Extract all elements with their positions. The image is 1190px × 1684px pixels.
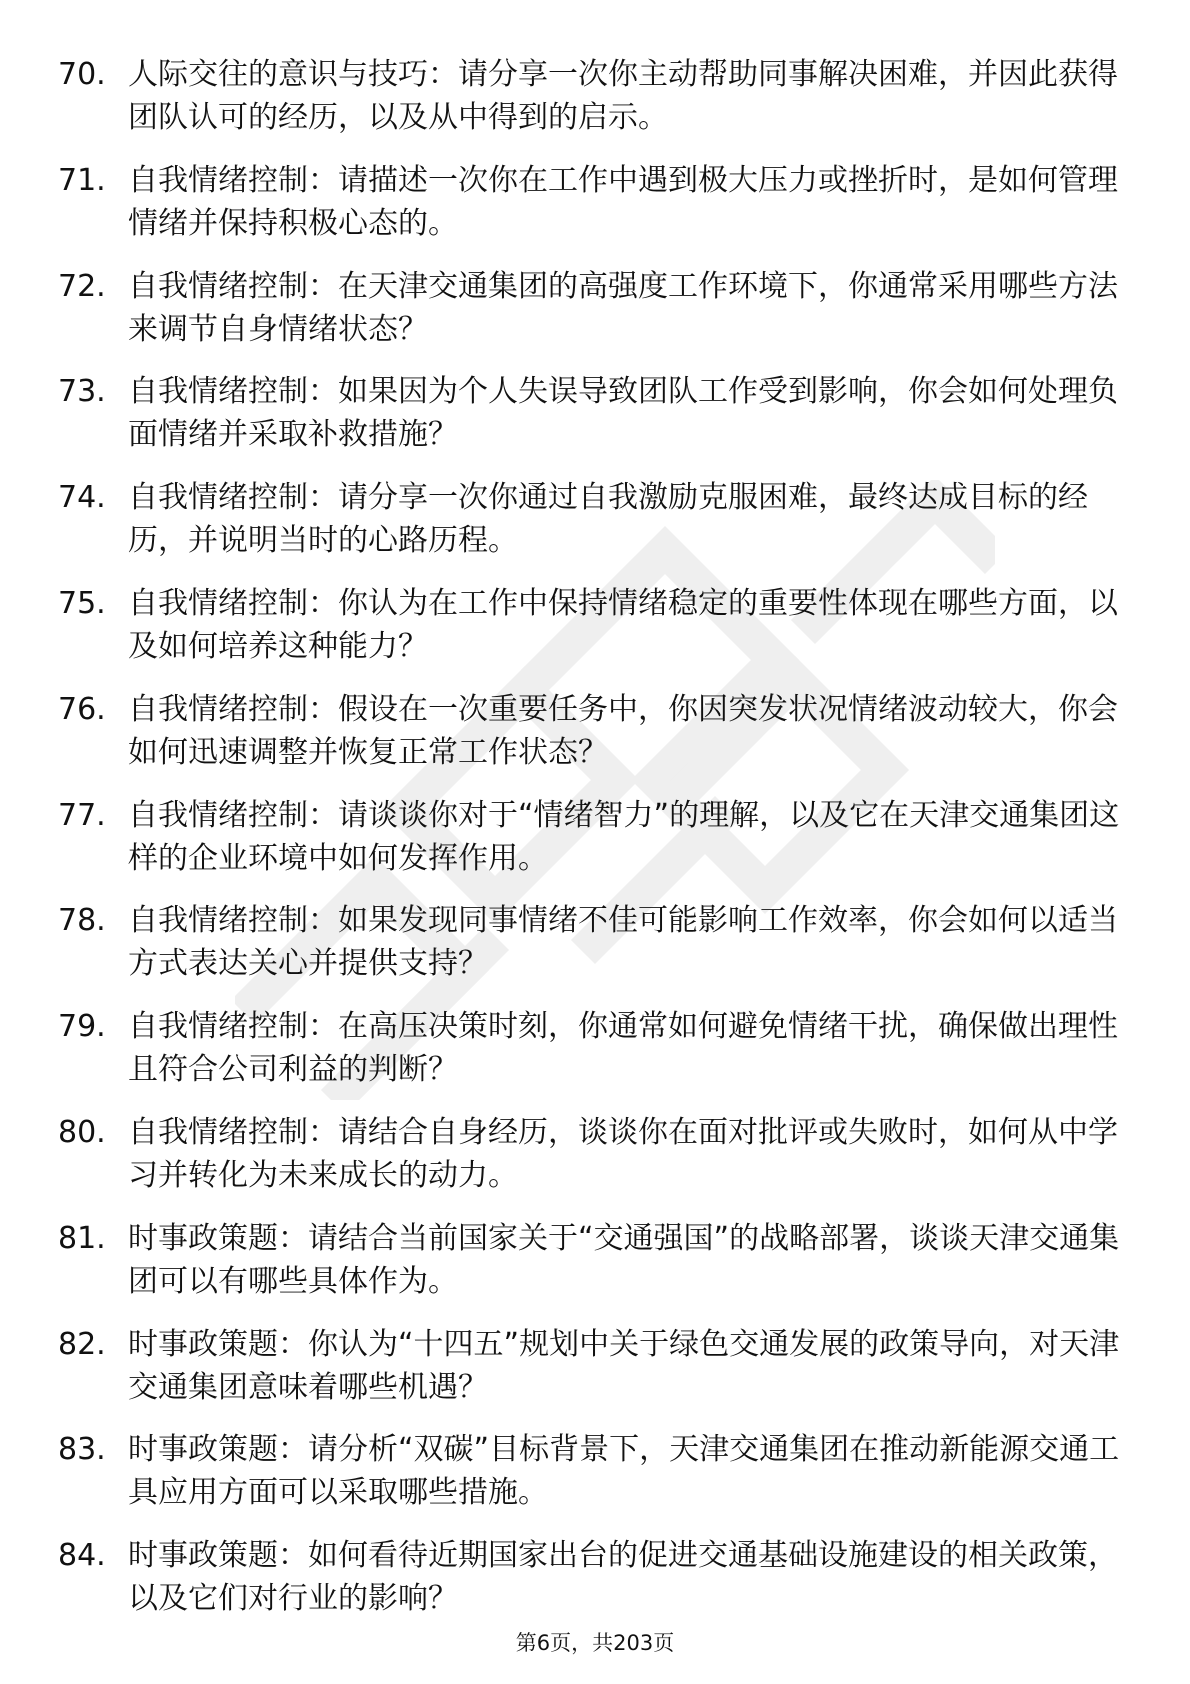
question-item xyxy=(58,582,1138,688)
question-text: 自我情绪控制：在天津交通集团的高强度工作环境下，你通常采用哪些方法来调节自身情绪状态？ xyxy=(128,268,1118,347)
question-item xyxy=(58,1534,1138,1640)
question-text: 自我情绪控制：请描述一次你在工作中遇到极大压力或挫折时，是如何管理情绪并保持积极心态的。 xyxy=(128,162,1118,241)
question-item xyxy=(58,794,1138,900)
question-number: 81. xyxy=(58,1220,106,1256)
question-text: 时事政策题：如何看待近期国家出台的促进交通基础设施建设的相关政策，以及它们对行业的影响？ xyxy=(128,1538,1118,1617)
question-item xyxy=(58,159,1138,265)
question-text: 人际交往的意识与技巧：请分享一次你主动帮助同事解决困难，并因此获得团队认可的经历，以及从中得到的启示。 xyxy=(128,57,1118,135)
question-item xyxy=(58,476,1138,582)
question-number: 82. xyxy=(58,1326,106,1362)
question-text: 自我情绪控制：请分享一次你通过自我激励克服困难，最终达成目标的经历，并说明当时的心路历程。 xyxy=(128,480,1088,559)
question-item xyxy=(58,899,1138,1005)
question-text: 自我情绪控制：假设在一次重要任务中，你因突发状况情绪波动较大，你会如何迅速调整并恢复正常工作状态？ xyxy=(128,691,1118,770)
question-number: 80. xyxy=(58,1114,106,1150)
question-item xyxy=(58,53,1138,159)
question-item xyxy=(58,1428,1138,1534)
question-number: 72. xyxy=(58,268,106,304)
page-number-label: 第6页，共203页 xyxy=(515,1631,675,1655)
question-text: 自我情绪控制：请结合自身经历，谈谈你在面对批评或失败时，如何从中学习并转化为未来成长的动力。 xyxy=(128,1114,1118,1193)
question-item xyxy=(58,1323,1138,1429)
question-item xyxy=(58,370,1138,476)
question-item xyxy=(58,1111,1138,1217)
question-text: 时事政策题：你认为“十四五”规划中关于绿色交通发展的政策导向，对天津交通集团意味着哪些机遇？ xyxy=(128,1326,1120,1405)
question-text: 自我情绪控制：如果发现同事情绪不佳可能影响工作效率，你会如何以适当方式表达关心并提供支持？ xyxy=(128,903,1118,982)
question-number: 71. xyxy=(58,162,106,198)
question-number: 75. xyxy=(58,585,106,621)
question-number: 84. xyxy=(58,1538,106,1574)
question-text: 时事政策题：请结合当前国家关于“交通强国”的战略部署，谈谈天津交通集团可以有哪些具体作为。 xyxy=(128,1220,1120,1299)
question-number: 77. xyxy=(58,797,106,833)
question-number: 74. xyxy=(58,480,106,516)
question-item xyxy=(58,688,1138,794)
question-item xyxy=(58,1217,1138,1323)
page-footer xyxy=(0,1628,1190,1658)
question-number: 73. xyxy=(58,374,106,410)
question-number: 76. xyxy=(58,691,106,727)
question-number: 79. xyxy=(58,1009,106,1045)
question-text: 时事政策题：请分析“双碳”目标背景下，天津交通集团在推动新能源交通工具应用方面可以采取哪些措施。 xyxy=(128,1432,1120,1511)
question-text: 自我情绪控制：你认为在工作中保持情绪稳定的重要性体现在哪些方面，以及如何培养这种能力？ xyxy=(128,585,1118,664)
question-text: 自我情绪控制：如果因为个人失误导致团队工作受到影响，你会如何处理负面情绪并采取补救措施？ xyxy=(128,374,1118,453)
question-text: 自我情绪控制：请谈谈你对于“情绪智力”的理解，以及它在天津交通集团这样的企业环境中如何发挥作用。 xyxy=(128,797,1120,876)
question-number: 83. xyxy=(58,1432,106,1468)
question-item xyxy=(58,1005,1138,1111)
question-text: 自我情绪控制：在高压决策时刻，你通常如何避免情绪干扰，确保做出理性且符合公司利益的判断？ xyxy=(128,1009,1118,1088)
question-item xyxy=(58,265,1138,371)
question-list xyxy=(58,53,1138,1640)
question-number: 78. xyxy=(58,903,106,939)
question-number: 70. xyxy=(58,57,106,92)
